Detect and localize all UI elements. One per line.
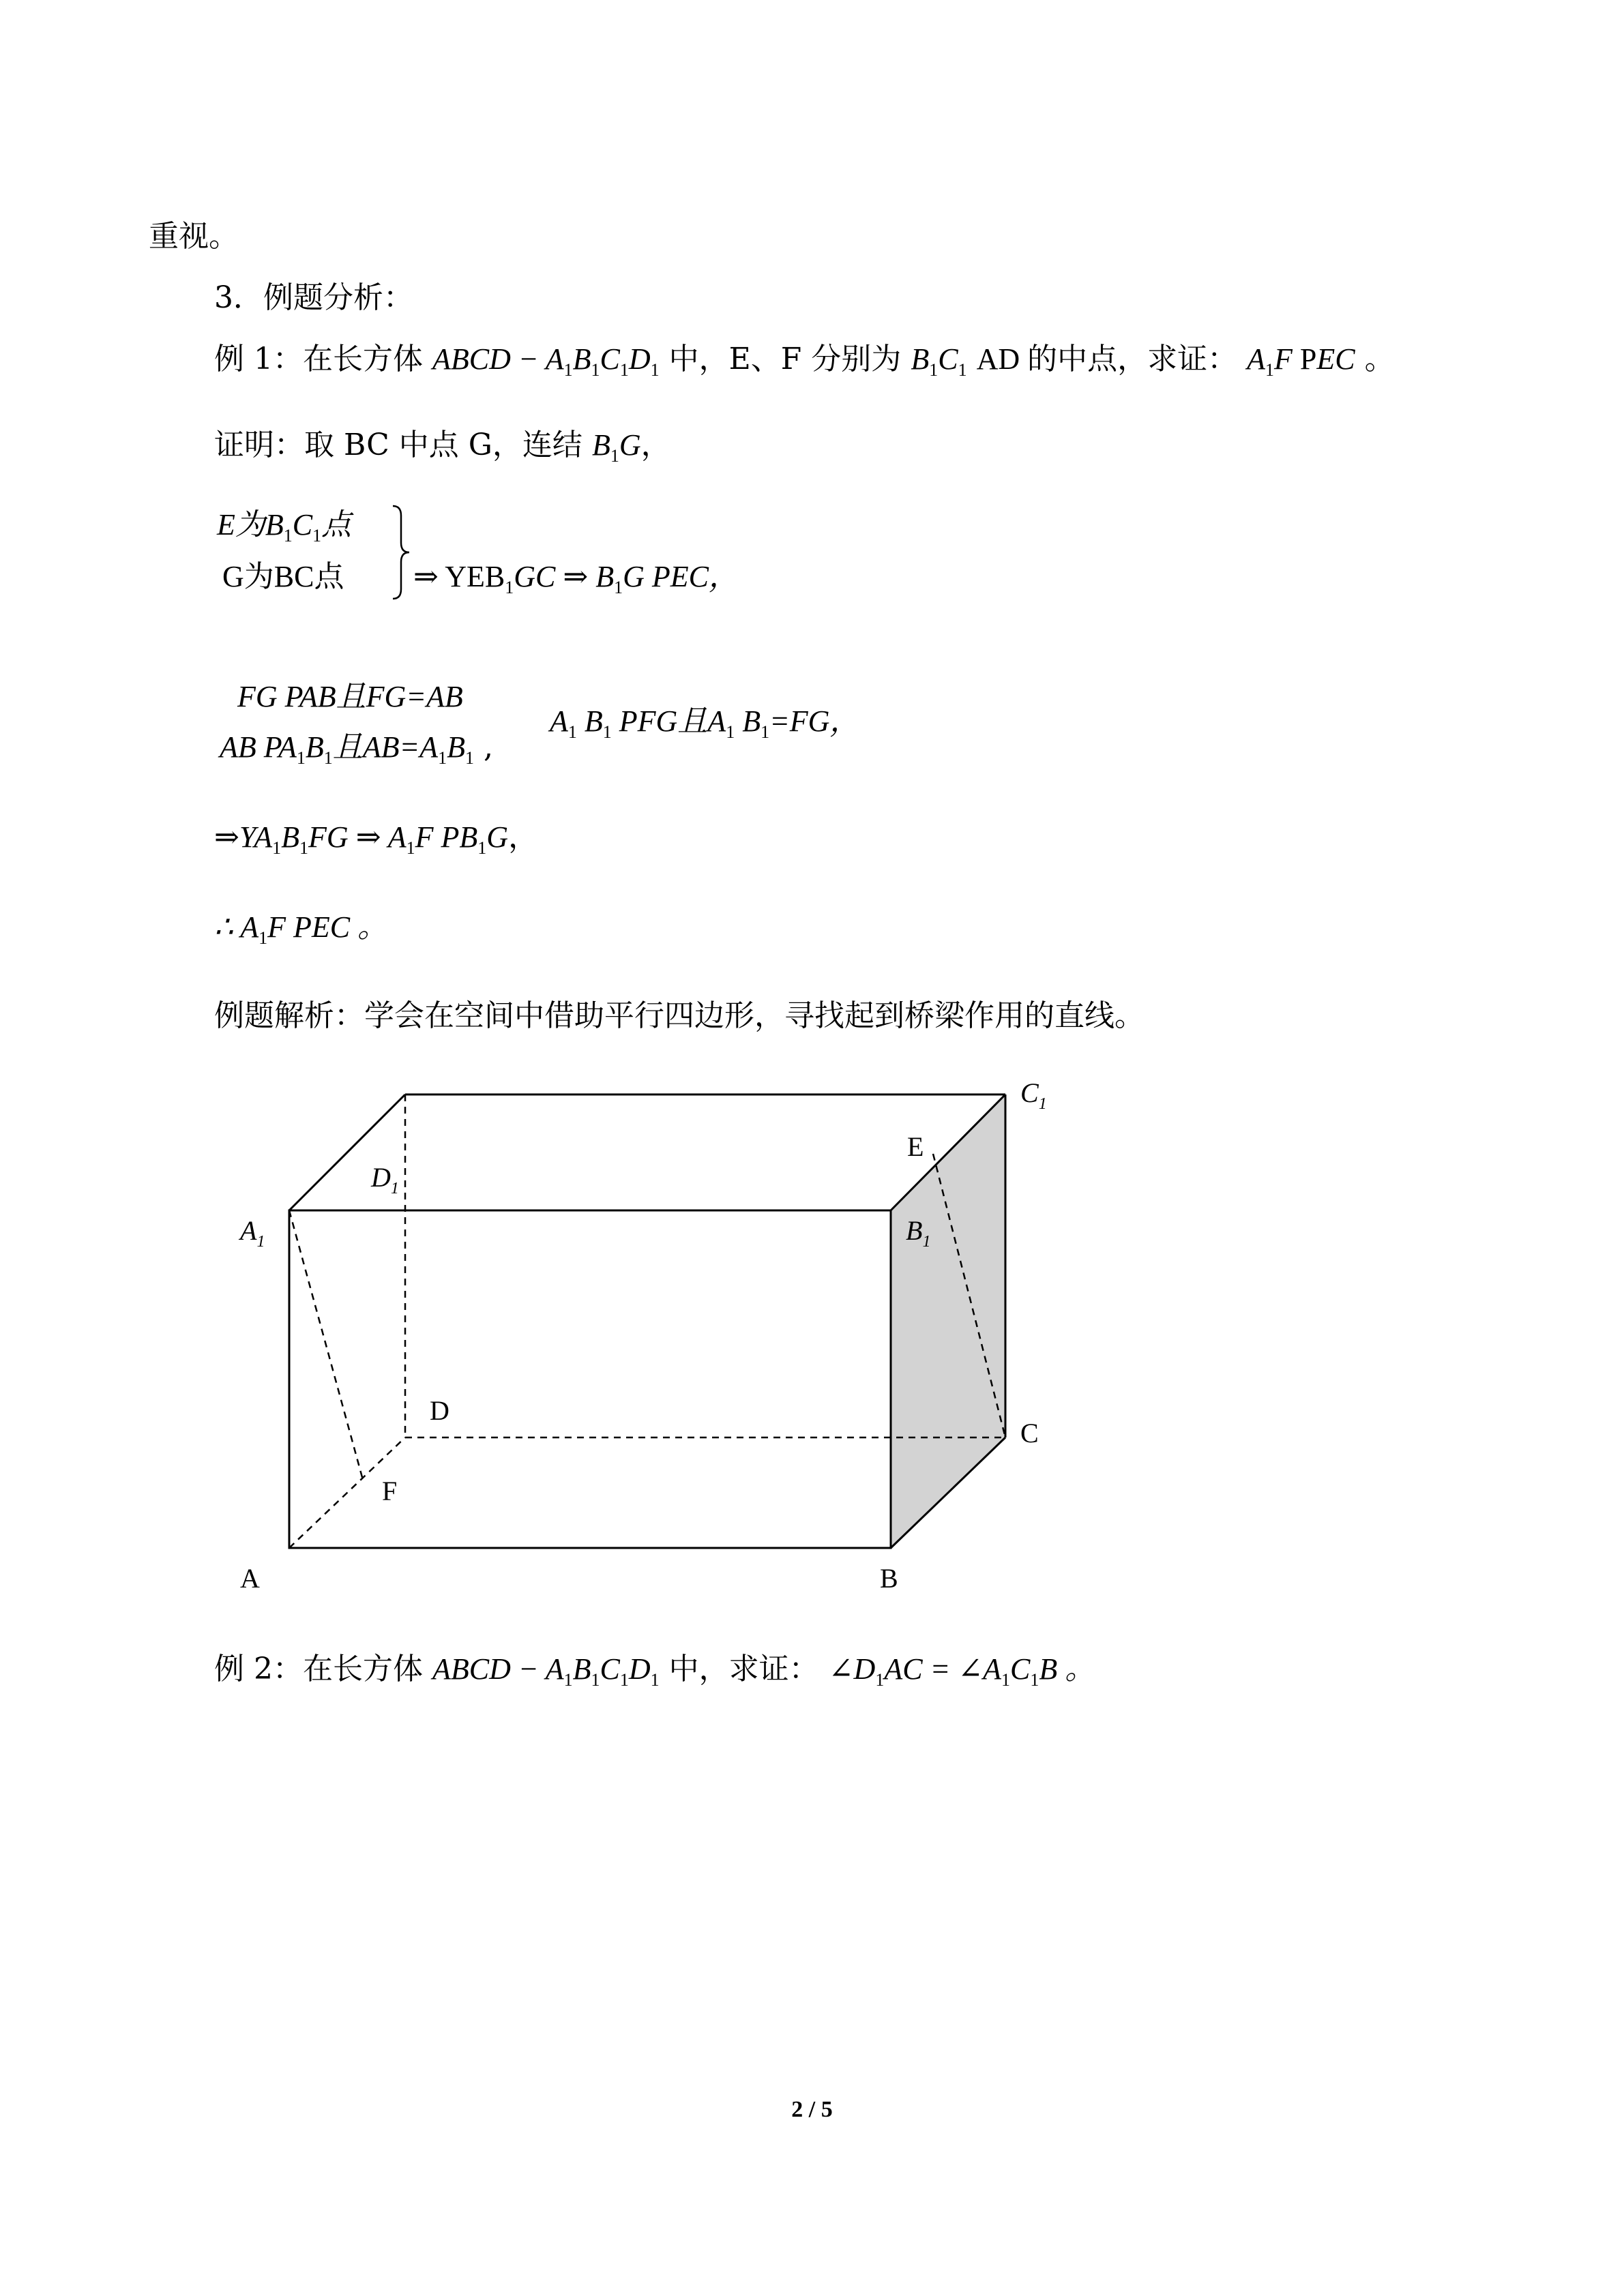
system-2-result: [550, 702, 859, 745]
sys1-row1: E为$B_1C_1$点: [217, 508, 352, 546]
sys1-row2: G为BC点: [222, 560, 344, 593]
analysis-line: [214, 996, 1145, 1037]
front-face: [289, 1210, 891, 1548]
text-line-1: [149, 216, 239, 257]
ex2-cube: ABCD − $A_1B_1C_1D_1$: [432, 1652, 660, 1690]
line-1-text: 重视。: [149, 219, 239, 254]
label-e: E: [907, 1131, 924, 1162]
analysis-text: 例题解析：学会在空间中借助平行四边形，寻找起到桥梁作用的直线。: [214, 998, 1145, 1033]
system-1-row-1: [217, 506, 351, 548]
ex1-claim: $A_1F$ PEC: [1247, 342, 1355, 380]
ex1-cube: ABCD − $A_1B_1C_1D_1$: [432, 342, 660, 380]
example-1-statement: 例 1：在长方体 ABCD − $A_1B_1C_1D_1$ 中，E、F 分别为 $B_1C_1$ AD 的中点，求证： $A_1F$ PEC 。: [214, 342, 1395, 380]
implication: $\Rightarrow YA_1B_1FG$ ⇒ $A_1F$ $PB_1G$: [214, 820, 509, 858]
sys1-res-a: ⇒ YEB: [413, 560, 505, 593]
system-2-row-1: [237, 678, 463, 716]
edge-a1-d1: [289, 1094, 405, 1210]
label-c: C: [1020, 1418, 1039, 1448]
sys2-row1: FG PAB且FG=AB: [237, 680, 463, 713]
right-face-shade: [891, 1094, 1005, 1548]
ex1-prefix: 例 1：在长方体: [214, 342, 423, 376]
label-d: D: [430, 1395, 449, 1426]
sys2-res: $A_1$ $B_1$ PFG且$A_1$ $B_1=FG$，: [550, 704, 860, 742]
label-b: B: [880, 1563, 898, 1594]
section-heading-text: 3．例题分析：: [214, 280, 413, 315]
proof-prefix: 证明：取 BC 中点 G，连结: [214, 428, 582, 462]
page-number: 2 / 5: [791, 2097, 833, 2122]
system-1-result: ⇒ $YEB_1GC$ ⇒ $B_1G$ PEC，: [413, 560, 739, 597]
system-1-row-2: [222, 558, 344, 596]
ex2-mid: 中，求证：: [668, 1652, 819, 1686]
section-heading: [214, 278, 413, 318]
ex2-claim: $\angle D_1AC$ = $\angle A_1C_1B$ 。: [828, 1652, 1095, 1690]
ex2-prefix: 例 2：在长方体: [214, 1652, 423, 1686]
cuboid-figure: [205, 1064, 1091, 1623]
ex1-mid: 中，E、F 分别为: [668, 342, 902, 376]
system-2-row-2: AB $PA_1B_1$且$AB=A_1B_1$ ,: [220, 730, 493, 768]
label-c1: $C_1$: [1020, 1077, 1047, 1113]
label-a: A: [240, 1563, 260, 1594]
system-1-brace: [392, 505, 412, 600]
label-a1: $A_1$: [240, 1215, 265, 1251]
therefore: ∴ $A_1F$ PEC 。: [214, 910, 388, 948]
proof-intro: 证明：取 BC 中点 G，连结 $B_1G$，: [214, 428, 671, 466]
ex1-b1c1: $B_1C_1$: [911, 342, 967, 380]
label-f: F: [382, 1476, 398, 1506]
proof-b1g: $B_1G$: [591, 428, 641, 466]
therefore-line: [214, 907, 387, 952]
segment-a1-f: [289, 1210, 363, 1480]
ex1-mid2: AD 的中点，求证：: [976, 342, 1238, 376]
sys1-res-c: G PEC，: [623, 560, 739, 593]
implication-line: $\Rightarrow YA_1B_1FG$ ⇒ $A_1F$ $PB_1G$，: [214, 820, 539, 858]
sys1-res-b: GC ⇒ B: [514, 560, 615, 593]
label-b1: $B_1$: [906, 1215, 931, 1251]
label-d1: $D_1$: [371, 1162, 399, 1197]
example-2-statement: [214, 1649, 1095, 1694]
sys2-row2: AB $PA_1B_1$且$AB=A_1B_1$: [220, 730, 474, 768]
